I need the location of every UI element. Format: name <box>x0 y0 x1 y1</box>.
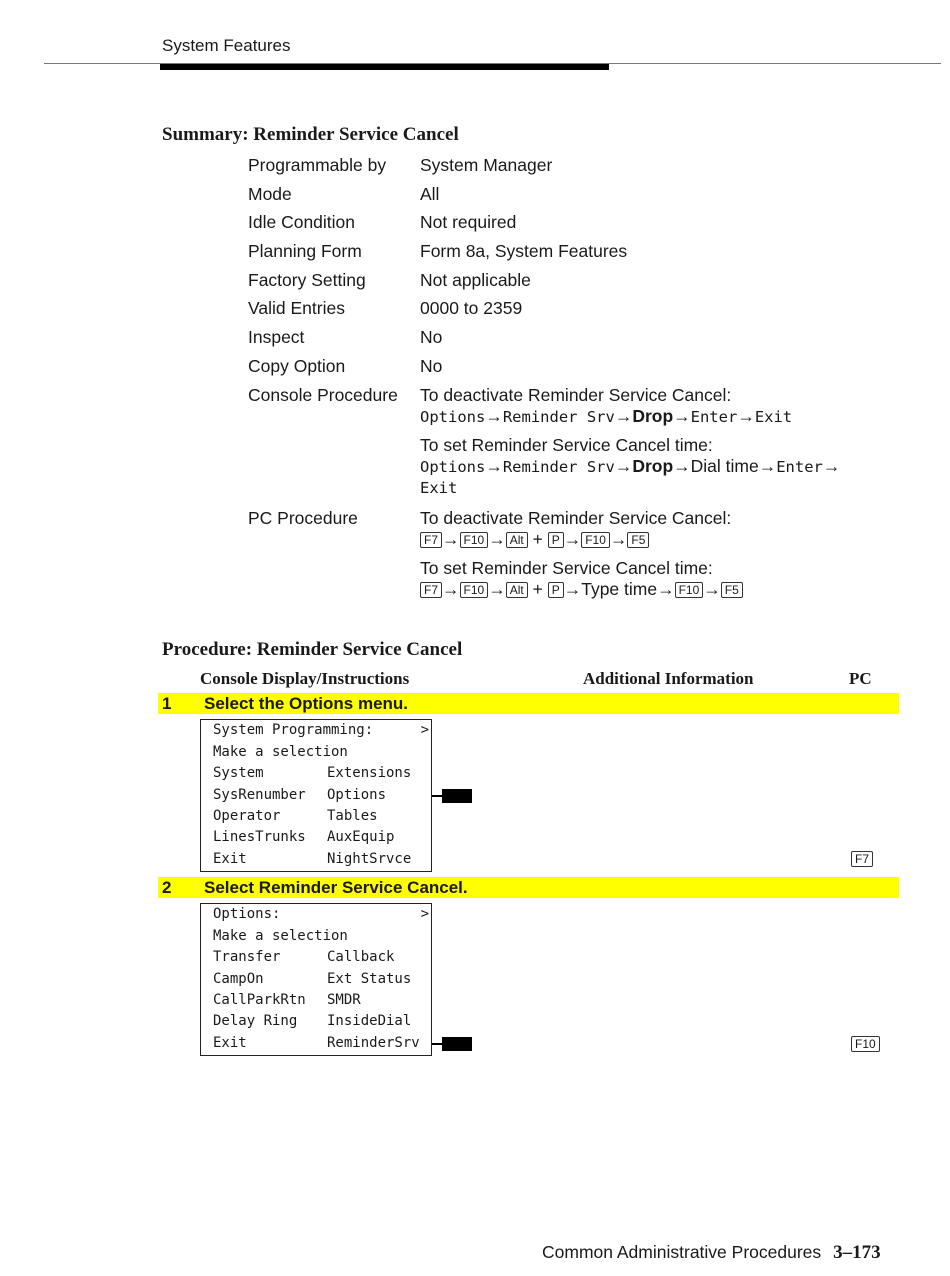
pc-deactivate-keys: F7 → F10 → Alt + P → F10 → F5 <box>420 529 649 550</box>
screen-option[interactable]: System <box>213 765 264 781</box>
step-text: Select Reminder Service Cancel. <box>204 878 468 897</box>
screen-more: > <box>420 906 429 922</box>
row-value: Not required <box>420 212 517 232</box>
key-f10: F10 <box>460 532 489 548</box>
footer-section: Common Administrative Procedures <box>542 1242 822 1262</box>
screen-option[interactable]: Ext Status <box>327 971 412 987</box>
key-alt: Alt <box>506 582 528 598</box>
step-number: 2 <box>162 878 172 897</box>
screen-option[interactable]: SMDR <box>327 992 361 1008</box>
screen-option-selected[interactable]: ReminderSrv <box>327 1035 420 1051</box>
column-header-console: Console Display/Instructions <box>200 669 410 688</box>
row-label: Valid Entries <box>248 298 345 318</box>
console-set-path: Options→Reminder Srv→Drop→Dial time→Enter→ <box>420 456 841 476</box>
step-banner <box>158 693 899 714</box>
row-label: Inspect <box>248 327 305 347</box>
step-banner <box>158 877 899 898</box>
column-header-info: Additional Information <box>583 669 754 688</box>
screen-more: > <box>420 722 429 738</box>
screen-option[interactable]: Exit <box>213 1035 247 1051</box>
screen-option[interactable]: Operator <box>213 808 281 824</box>
screen-option[interactable]: AuxEquip <box>327 829 395 845</box>
pc-set-keys: F7 → F10 → Alt + P →Type time→ F10 → F5 <box>420 579 743 600</box>
row-label: Planning Form <box>248 241 362 261</box>
column-header-pc: PC <box>849 669 872 688</box>
selection-pointer <box>432 1043 442 1045</box>
key-f10: F10 <box>675 582 704 598</box>
key-f10: F10 <box>581 532 610 548</box>
pc-key-f10: F10 <box>851 1036 880 1052</box>
screen-subtitle: Make a selection <box>213 744 348 760</box>
page-number: 3–173 <box>833 1242 881 1263</box>
screen-subtitle: Make a selection <box>213 928 348 944</box>
screen-option-selected[interactable]: Options <box>327 787 387 803</box>
page-footer <box>542 1242 881 1264</box>
running-header: System Features <box>162 36 291 55</box>
screen-option[interactable]: SysRenumber <box>213 787 306 803</box>
screen-option[interactable]: Extensions <box>327 765 412 781</box>
screen-title: Options: <box>213 906 281 922</box>
pc-key-f7: F7 <box>851 851 873 867</box>
console-deactivate-path: Options→Reminder Srv→Drop→Enter→Exit <box>420 406 793 426</box>
console-screen <box>200 903 432 1056</box>
screen-option[interactable]: CampOn <box>213 971 264 987</box>
pointer-block <box>442 1037 472 1051</box>
pointer-block <box>442 789 472 803</box>
screen-option[interactable]: Exit <box>213 851 247 867</box>
row-label: Console Procedure <box>248 385 398 405</box>
console-set-title: To set Reminder Service Cancel time: <box>420 435 713 455</box>
row-value: 0000 to 2359 <box>420 298 523 318</box>
screen-option[interactable]: Transfer <box>213 949 281 965</box>
row-value: Form 8a, System Features <box>420 241 628 261</box>
row-value: No <box>420 327 443 347</box>
screen-option[interactable]: CallParkRtn <box>213 992 306 1008</box>
row-value: System Manager <box>420 155 553 175</box>
row-label: Copy Option <box>248 356 346 376</box>
step-number: 1 <box>162 694 172 713</box>
console-screen <box>200 719 432 872</box>
key-f7: F7 <box>420 532 442 548</box>
screen-option[interactable]: Delay Ring <box>213 1013 298 1029</box>
console-set-path-cont: Exit <box>420 479 458 497</box>
key-f7: F7 <box>420 582 442 598</box>
row-label: Idle Condition <box>248 212 356 232</box>
key-f10: F10 <box>460 582 489 598</box>
summary-title: Summary: Reminder Service Cancel <box>162 124 459 145</box>
row-label: Factory Setting <box>248 270 366 290</box>
screen-option[interactable]: LinesTrunks <box>213 829 306 845</box>
console-deactivate-title: To deactivate Reminder Service Cancel: <box>420 385 732 405</box>
key-f5: F5 <box>721 582 743 598</box>
key-p: P <box>548 532 564 548</box>
row-value: Not applicable <box>420 270 531 290</box>
row-value: All <box>420 184 440 204</box>
row-label: Programmable by <box>248 155 387 175</box>
selection-pointer <box>432 795 442 797</box>
key-f5: F5 <box>627 532 649 548</box>
procedure-title: Procedure: Reminder Service Cancel <box>162 639 463 660</box>
screen-option[interactable]: Callback <box>327 949 395 965</box>
screen-title: System Programming: <box>213 722 374 738</box>
screen-option[interactable]: InsideDial <box>327 1013 412 1029</box>
pc-set-title: To set Reminder Service Cancel time: <box>420 558 713 578</box>
key-p: P <box>548 582 564 598</box>
row-label: PC Procedure <box>248 508 358 528</box>
step-text: Select the Options menu. <box>204 694 409 713</box>
header-bar <box>160 64 609 70</box>
key-alt: Alt <box>506 532 528 548</box>
row-value: No <box>420 356 443 376</box>
screen-option[interactable]: NightSrvce <box>327 851 412 867</box>
row-label: Mode <box>248 184 292 204</box>
screen-option[interactable]: Tables <box>327 808 378 824</box>
pc-deactivate-title: To deactivate Reminder Service Cancel: <box>420 508 732 528</box>
